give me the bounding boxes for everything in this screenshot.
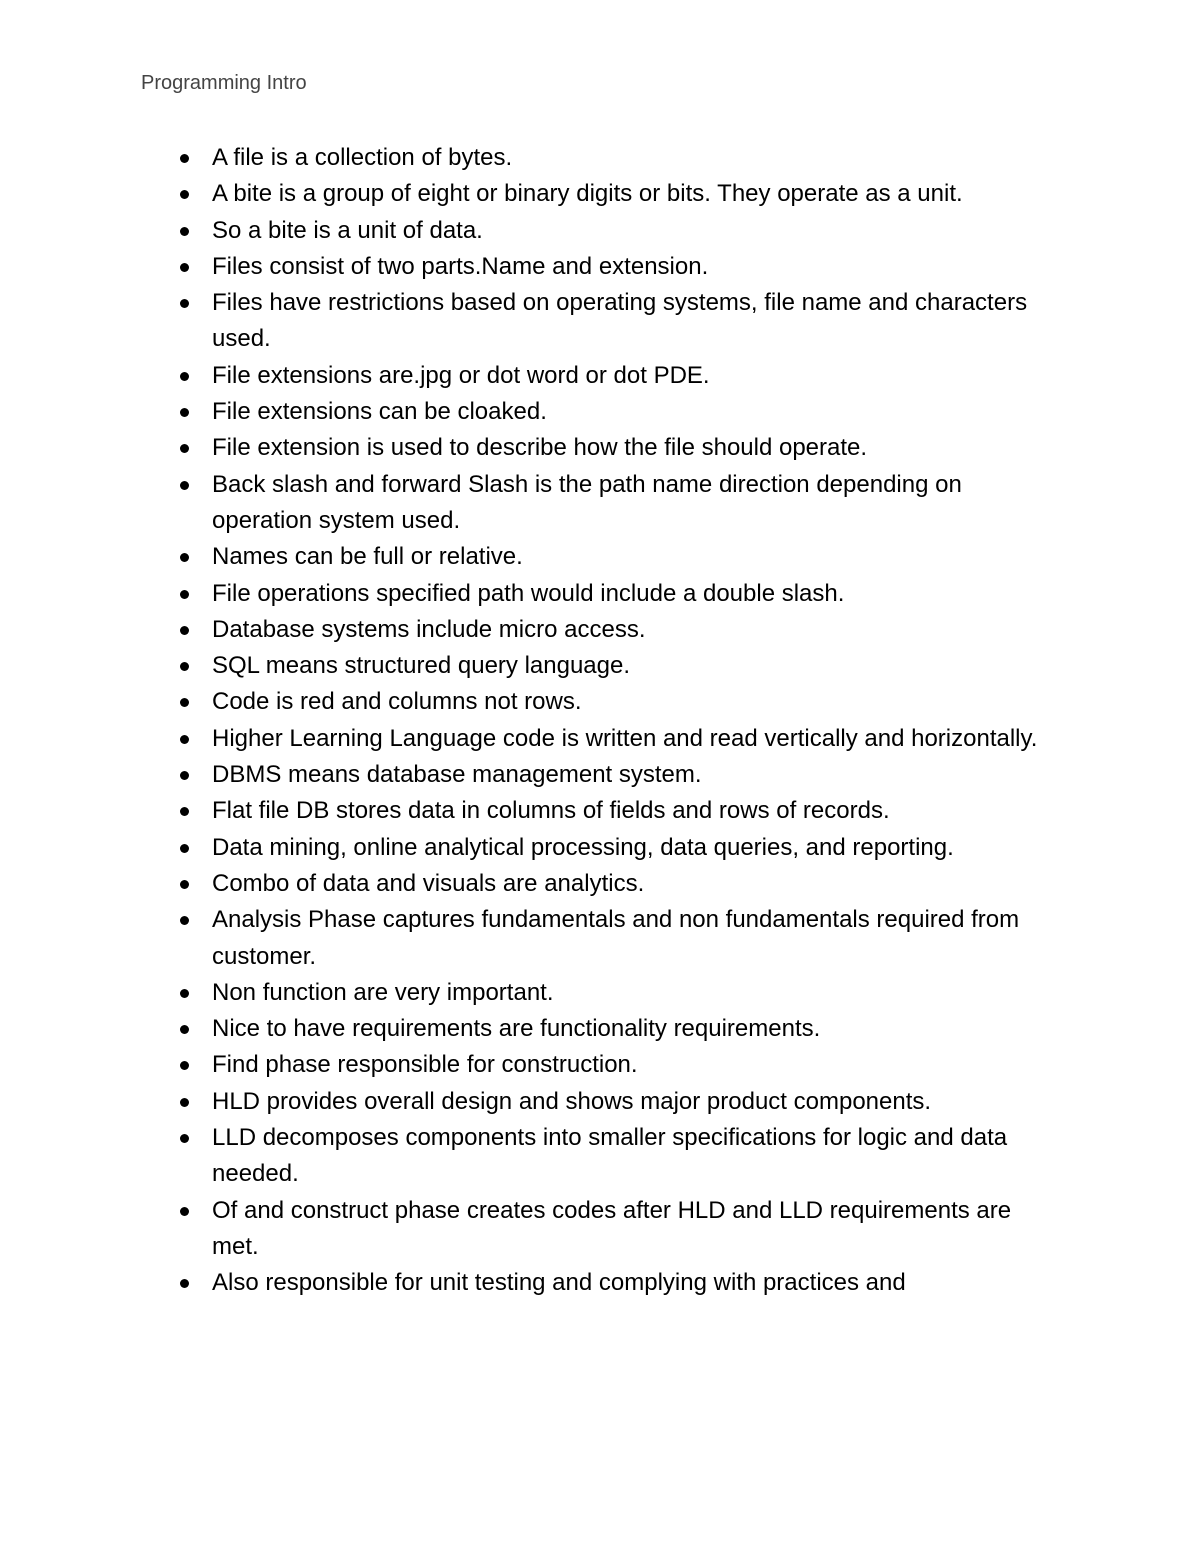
bullet-icon	[180, 735, 189, 744]
bullet-icon	[180, 807, 189, 816]
list-item-text: File extension is used to describe how the file should operate.	[212, 434, 868, 462]
list-item	[212, 648, 1052, 684]
list-item	[212, 793, 1052, 829]
list-item-text: File extensions can be cloaked.	[212, 398, 547, 426]
list-item-text: Code is red and columns not rows.	[212, 688, 582, 716]
bullet-icon	[180, 1279, 189, 1288]
list-item-text: A bite is a group of eight or binary digits or bits. They operate as a unit.	[212, 180, 963, 208]
list-item-text: Analysis Phase captures fundamentals and non fundamentals required from customer.	[212, 906, 1020, 970]
page-header: Programming Intro	[141, 72, 307, 94]
list-item-text: A file is a collection of bytes.	[212, 144, 513, 171]
list-item	[212, 394, 1052, 430]
list-item-text: Find phase responsible for construction.	[212, 1051, 638, 1079]
bullet-icon	[180, 1025, 189, 1034]
bullet-icon	[180, 1207, 189, 1216]
list-item	[212, 902, 1052, 975]
bullet-icon	[180, 880, 189, 889]
list-item	[212, 140, 1052, 176]
list-item	[212, 1011, 1052, 1047]
list-item	[212, 1265, 1052, 1301]
list-item	[212, 757, 1052, 793]
bullet-icon	[180, 698, 189, 707]
list-item-text: Data mining, online analytical processing, data queries, and reporting.	[212, 833, 954, 861]
bullet-icon	[180, 989, 189, 998]
bullet-icon	[180, 190, 189, 199]
list-item	[212, 1120, 1052, 1193]
list-item-text: Nice to have requirements are functionality requirements.	[212, 1015, 821, 1043]
bullet-icon	[180, 771, 189, 780]
bullet-icon	[180, 444, 189, 453]
bullet-icon	[180, 1061, 189, 1070]
list-item	[212, 539, 1052, 575]
list-item-text: Non function are very important.	[212, 978, 554, 1006]
list-item	[212, 176, 1052, 212]
bullet-icon	[180, 590, 189, 599]
list-item-text: Of and construct phase creates codes after HLD and LLD requirements are met.	[212, 1196, 1012, 1260]
bullet-icon	[180, 408, 189, 417]
list-item	[212, 213, 1052, 249]
list-item	[212, 1047, 1052, 1083]
list-item-text: DBMS means database management system.	[212, 761, 702, 789]
list-item-text: Higher Learning Language code is written and read vertically and horizontally.	[212, 724, 1038, 752]
list-item	[212, 721, 1052, 757]
list-item	[212, 430, 1052, 466]
bullet-icon	[180, 227, 189, 236]
list-item	[212, 358, 1052, 394]
list-item	[212, 467, 1052, 540]
bullet-list	[212, 140, 1052, 1302]
list-item-text: HLD provides overall design and shows major product components.	[212, 1087, 932, 1115]
bullet-icon	[180, 916, 189, 925]
bullet-icon	[180, 662, 189, 671]
list-item-text: SQL means structured query language.	[212, 652, 631, 680]
list-item-text: Combo of data and visuals are analytics.	[212, 869, 645, 897]
list-item	[212, 1193, 1052, 1266]
list-item-text: So a bite is a unit of data.	[212, 216, 483, 244]
list-item-text: Also responsible for unit testing and complying with practices and	[212, 1269, 906, 1297]
list-item	[212, 684, 1052, 720]
list-item	[212, 1084, 1052, 1120]
bullet-icon	[180, 372, 189, 381]
list-item	[212, 249, 1052, 285]
bullet-icon	[180, 299, 189, 308]
bullet-icon	[180, 263, 189, 272]
bullet-icon	[180, 154, 189, 163]
list-item-text: Flat file DB stores data in columns of fields and rows of records.	[212, 797, 890, 825]
list-item	[212, 975, 1052, 1011]
bullet-icon	[180, 1098, 189, 1107]
list-item-text: Names can be full or relative.	[212, 543, 523, 571]
bullet-icon	[180, 626, 189, 635]
list-item-text: Files consist of two parts.Name and extension.	[212, 252, 709, 280]
bullet-icon	[180, 481, 189, 490]
list-item	[212, 576, 1052, 612]
bullet-icon	[180, 844, 189, 853]
bullet-icon	[180, 553, 189, 562]
list-item	[212, 866, 1052, 902]
list-item-text: File extensions are.jpg or dot word or dot PDE.	[212, 361, 710, 389]
list-item	[212, 830, 1052, 866]
list-item-text: File operations specified path would include a double slash.	[212, 579, 845, 607]
list-item-text: Files have restrictions based on operating systems, file name and characters used.	[212, 289, 1028, 353]
list-item	[212, 285, 1052, 358]
list-item	[212, 612, 1052, 648]
list-item-text: LLD decomposes components into smaller specifications for logic and data needed.	[212, 1124, 1008, 1188]
bullet-icon	[180, 1134, 189, 1143]
list-item-text: Database systems include micro access.	[212, 615, 646, 643]
list-item-text: Back slash and forward Slash is the path name direction depending on operation system used.	[212, 470, 962, 534]
